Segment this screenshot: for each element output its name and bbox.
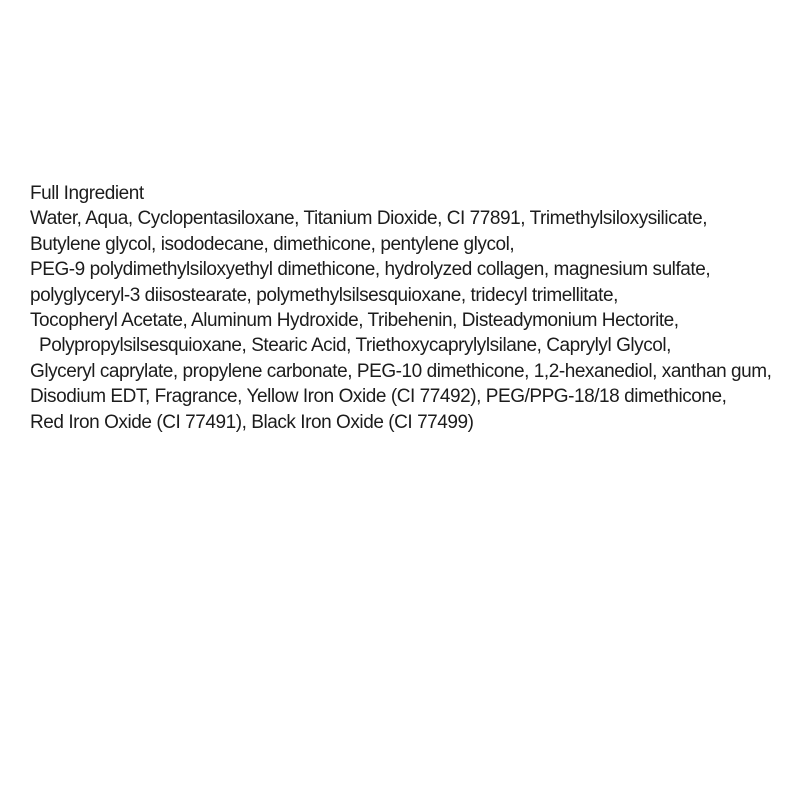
ingredient-line: Red Iron Oxide (CI 77491), Black Iron Oxide (CI 77499) (30, 411, 474, 433)
ingredient-line: Tocopheryl Acetate, Aluminum Hydroxide, Tribehenin, Disteadymonium Hectorite, (30, 310, 679, 332)
ingredient-list (30, 181, 800, 435)
ingredient-list-title: Full Ingredient (30, 183, 144, 204)
ingredient-line: polyglyceryl-3 diisostearate, polymethylsilsesquioxane, tridecyl trimellitate, (30, 284, 618, 306)
ingredient-line: Glyceryl caprylate, propylene carbonate, PEG-10 dimethicone, 1,2-hexanediol, xanthan gum, (30, 360, 772, 382)
ingredient-line: Polypropylsilsesquioxane, Stearic Acid, Triethoxycaprylylsilane, Caprylyl Glycol, (39, 335, 671, 357)
ingredient-line: Disodium EDT, Fragrance, Yellow Iron Oxide (CI 77492), PEG/PPG-18/18 dimethicone, (30, 386, 727, 408)
ingredient-line: Butylene glycol, isododecane, dimethicone, pentylene glycol, (30, 233, 515, 255)
ingredient-line: Water, Aqua, Cyclopentasiloxane, Titanium Dioxide, CI 77891, Trimethylsiloxysilicate, (30, 208, 708, 230)
ingredient-line: PEG-9 polydimethylsiloxyethyl dimethicone, hydrolyzed collagen, magnesium sulfate, (30, 259, 711, 281)
